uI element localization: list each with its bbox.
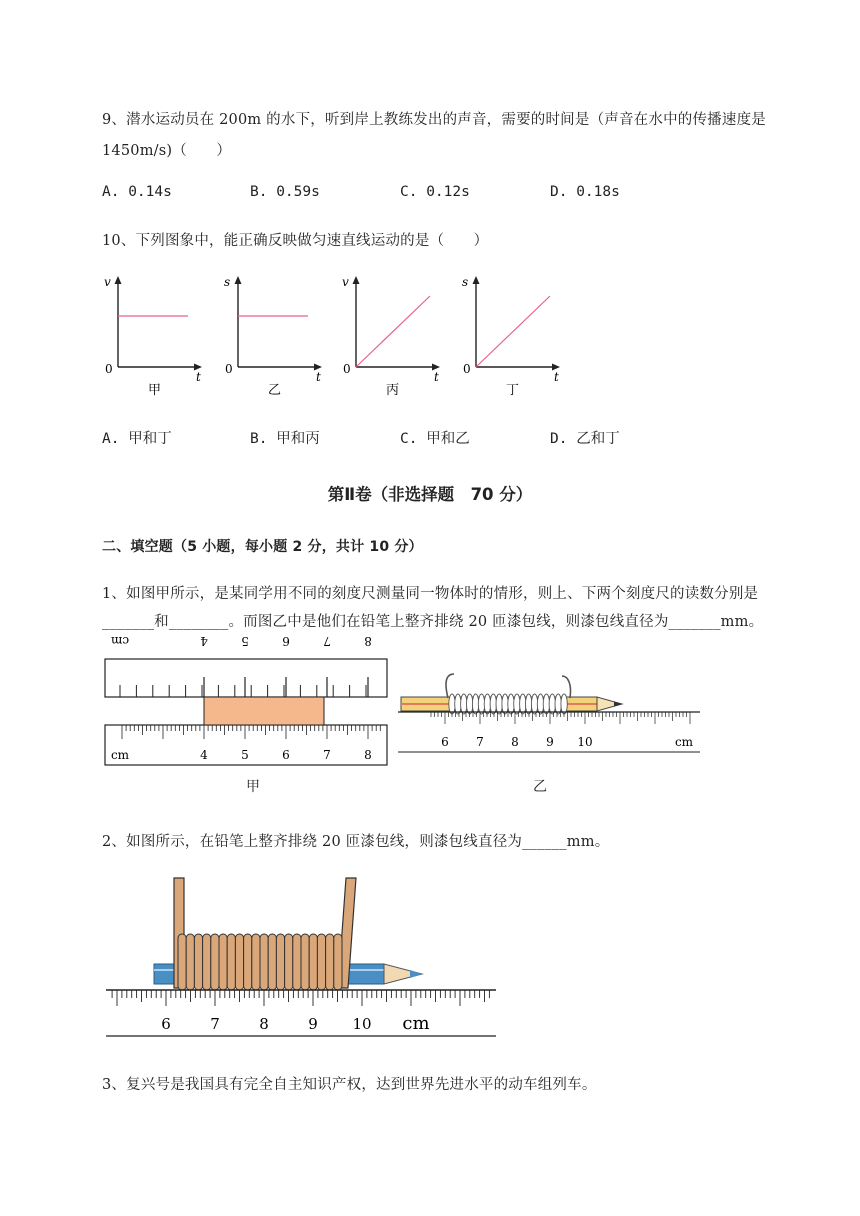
coil-turn	[326, 934, 334, 990]
bottom-ruler-label: 4	[200, 748, 208, 762]
ruler-label: 6	[441, 735, 449, 749]
f3-stem: 3、复兴号是我国具有完全自主知识产权，达到世界先进水平的动车组列车。	[102, 1077, 597, 1093]
q9-option-b: B. 0.59s	[250, 184, 320, 200]
y-axis-arrow-icon	[235, 276, 242, 284]
coil-turn	[549, 694, 555, 714]
y-axis-arrow-icon	[353, 276, 360, 284]
coil-turn	[543, 694, 549, 714]
pencil-lead	[614, 702, 622, 707]
coil-turn	[496, 694, 502, 714]
ruler-label: cm	[402, 1013, 430, 1034]
coil-turn	[334, 934, 342, 990]
coil-turn	[309, 934, 317, 990]
top-ruler-label: 6	[282, 634, 290, 648]
q10-option-c: C. 甲和乙	[400, 431, 470, 447]
top-ruler-label: 5	[241, 634, 249, 648]
coil-turn	[194, 934, 202, 990]
coil-turn	[520, 694, 526, 714]
ruler-label: 8	[511, 735, 519, 749]
coil-turn	[260, 934, 268, 990]
coil-turn	[537, 694, 543, 714]
coil-turn	[186, 934, 194, 990]
y-axis-label: v	[104, 275, 111, 289]
section-title: 第Ⅱ卷（非选择题 70 分）	[327, 485, 533, 504]
q9-stem-line2: 1450m/s)（ ）	[102, 143, 232, 159]
section-subtitle: 二、填空题（5 小题，每小题 2 分，共计 10 分）	[102, 539, 423, 555]
graph-caption: 丙	[386, 383, 400, 398]
coil-turn	[526, 694, 532, 714]
bottom-ruler-label: cm	[110, 748, 130, 762]
coil-turn	[211, 934, 219, 990]
f1-stem-line2: _______和________。而图乙中是他们在铅笔上整齐排绕 20 匝漆包线，则漆包线直径为_______mm。	[102, 614, 764, 630]
coil-turn	[244, 934, 252, 990]
y-axis-label: s	[224, 275, 231, 289]
y-axis-label: v	[342, 275, 349, 289]
f1-caption-jia: 甲	[246, 779, 260, 795]
q10-stem: 10、下列图象中，能正确反映做匀速直线运动的是（ ）	[102, 233, 489, 249]
ruler-label: 9	[308, 1015, 318, 1033]
x-axis-label: t	[434, 370, 439, 384]
coil-turn	[561, 694, 567, 714]
ruler-label: 6	[161, 1015, 171, 1033]
coil-turn	[252, 934, 260, 990]
bottom-ruler-label: 8	[364, 748, 372, 762]
coil-turn	[317, 934, 325, 990]
y-axis-arrow-icon	[115, 276, 122, 284]
graph-caption: 甲	[148, 383, 162, 398]
f1-caption-yi: 乙	[533, 779, 547, 795]
y-axis-label: s	[462, 275, 469, 289]
origin-label: 0	[225, 362, 233, 376]
q10-graph-4	[458, 272, 578, 402]
origin-label: 0	[105, 362, 113, 376]
origin-label: 0	[463, 362, 471, 376]
q10-graph-1	[100, 272, 220, 402]
coil-turn	[293, 934, 301, 990]
coil-turn	[555, 694, 561, 714]
graph-caption: 丁	[506, 383, 520, 398]
f2-stem: 2、如图所示，在铅笔上整齐排绕 20 匝漆包线，则漆包线直径为______mm。	[102, 834, 610, 850]
top-ruler-label: 7	[323, 634, 331, 648]
ruler-label: cm	[674, 735, 694, 749]
coil-turn	[449, 694, 455, 714]
ruler-label: 10	[577, 735, 593, 749]
coil-turn	[472, 694, 478, 714]
top-ruler-label: 8	[364, 634, 372, 648]
coil-turn	[285, 934, 293, 990]
ruler-label: 8	[259, 1015, 269, 1033]
coil-turn	[502, 694, 508, 714]
top-ruler	[105, 659, 387, 697]
coil-turn	[268, 934, 276, 990]
x-axis-label: t	[316, 370, 321, 384]
q10-option-b: B. 甲和丙	[250, 431, 320, 447]
y-axis-arrow-icon	[473, 276, 480, 284]
graph-line	[356, 296, 430, 367]
graph-line	[476, 296, 550, 367]
coil-turn	[478, 694, 484, 714]
q9-option-c: C. 0.12s	[400, 184, 470, 200]
q9-option-d: D. 0.18s	[550, 184, 620, 200]
ruler-label: 9	[546, 735, 554, 749]
q9-option-a: A. 0.14s	[102, 184, 172, 200]
q9-stem-line1: 9、潜水运动员在 200m 的水下，听到岸上教练发出的声音，需要的时间是（声音在水中的传播速度是	[102, 112, 766, 128]
q10-graph-2	[220, 272, 340, 402]
q10-option-a: A. 甲和丁	[102, 431, 172, 447]
graph-caption: 乙	[268, 383, 282, 398]
pencil-lead	[410, 970, 422, 978]
coil-turn	[301, 934, 309, 990]
coil-turn	[178, 934, 186, 990]
x-axis-label: t	[196, 370, 201, 384]
top-ruler-label: 4	[200, 634, 208, 648]
bottom-ruler-label: 7	[323, 748, 331, 762]
origin-label: 0	[343, 362, 351, 376]
f1-figure-yi	[398, 668, 703, 760]
ruler-label: 10	[352, 1015, 372, 1033]
coil-turn	[484, 694, 490, 714]
coil-turn	[276, 934, 284, 990]
coil-turn	[219, 934, 227, 990]
bottom-ruler-label: 5	[241, 748, 249, 762]
q10-graph-3	[338, 272, 458, 402]
coil-turn	[461, 694, 467, 714]
coil-turn	[467, 694, 473, 714]
coil-turn	[531, 694, 537, 714]
f1-stem-line1: 1、如图甲所示，是某同学用不同的刻度尺测量同一物体时的情形，则上、下两个刻度尺的读数分别是	[102, 586, 759, 602]
bottom-ruler-label: 6	[282, 748, 290, 762]
top-ruler-label: cm	[110, 634, 130, 648]
coil-turn	[203, 934, 211, 990]
f1-figure-jia	[100, 634, 390, 767]
coil-turn	[227, 934, 235, 990]
measured-object	[204, 697, 324, 725]
coil-turn	[508, 694, 514, 714]
coil-turn	[514, 694, 520, 714]
coil-turn	[235, 934, 243, 990]
f2-figure	[104, 876, 499, 1038]
coil-turn	[490, 694, 496, 714]
coil-turn	[455, 694, 461, 714]
q10-option-d: D. 乙和丁	[550, 431, 620, 447]
ruler-label: 7	[476, 735, 484, 749]
x-axis-label: t	[554, 370, 559, 384]
ruler-label: 7	[210, 1015, 220, 1033]
